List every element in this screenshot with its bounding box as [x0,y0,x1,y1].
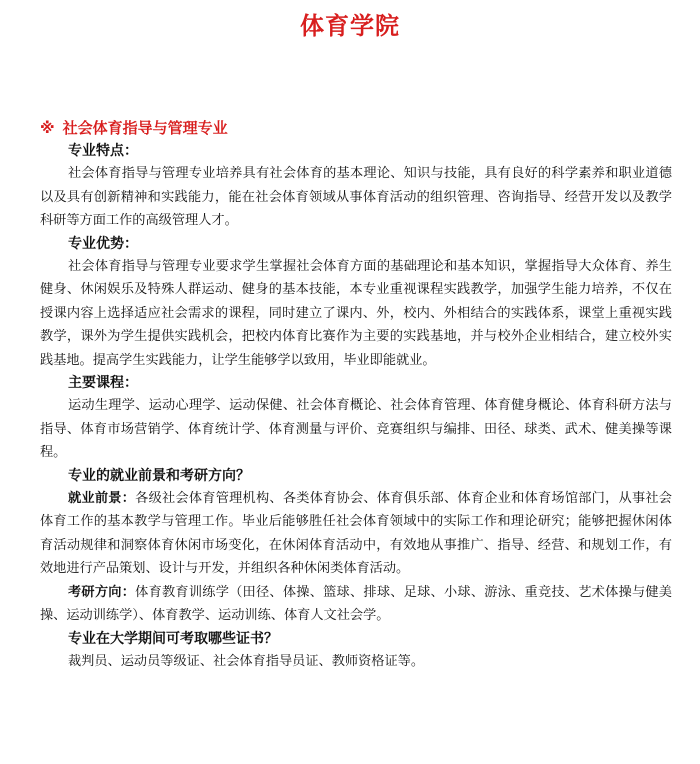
courses-heading: 主要课程： [68,375,138,391]
section-title: 社会体育指导与管理专业 [62,119,228,137]
certificates-heading: 专业在大学期间可考取哪些证书？ [68,630,278,647]
section-heading [40,116,672,140]
features-heading: 专业特点： [68,143,138,159]
page-title: 体育学院 [300,12,400,40]
certificates-paragraph: 裁判员、运动员等级证、社会体育指导员证、教师资格证等。 [68,653,425,669]
graduate-paragraph [40,581,672,628]
features-paragraph: 社会体育指导与管理专业培养具有社会体育的基本理论、知识与技能，具有良好的科学素养和职业道德以及具有创新精神和实践能力，能在社会体育领域从事体育活动的组织管理、咨询指导、经营开发以及教学科研等方面工作的高级管理人才。 [40,166,672,228]
courses-paragraph: 运动生理学、运动心理学、运动保健、社会体育概论、社会体育管理、体育健身概论、体育科研方法与指导、体育市场营销学、体育统计学、体育测量与评价、竞赛组织与编排、田径、球类、武术、健美操等课程。 [40,398,672,460]
employment-text: 各级社会体育管理机构、各类体育协会、体育俱乐部、体育企业和体育场馆部门，从事社会体育工作的基本教学与管理工作。毕业后能够胜任社会体育领域中的实际工作和理论研究；能够把握休闲体育活动规律和洞察体育休闲市场变化，在休闲体育活动中，有效地从事推广、指导、经营、和规划工作，有效地进行产品策划、设计与开发，并组织各种休闲类体育活动。 [40,490,672,576]
prospects-heading: 专业的就业前景和考研方向？ [68,467,250,484]
employment-label: 就业前景： [68,490,136,506]
reference-mark-icon: ※ [40,119,55,137]
advantages-heading: 专业优势： [68,235,138,252]
graduate-text: 体育教育训练学（田径、体操、篮球、排球、足球、小球、游泳、重竞技、艺术体操与健美操、运动训练学）、体育教学、运动训练、体育人文社会学。 [40,584,672,623]
graduate-label: 考研方向： [68,584,136,600]
employment-paragraph [40,487,672,581]
advantages-paragraph: 社会体育指导与管理专业要求学生掌握社会体育方面的基础理论和基本知识，掌握指导大众体育、养生健身、休闲娱乐及特殊人群运动、健身的基本技能，本专业重视课程实践教学，加强学生能力培养，不仅在授课内容上选择适应社会需求的课程，同时建立了课内、外，校内、外相结合的实践体系，课堂上重视实践教学，课外为学生提供实践机会，把校内体育比赛作为主要的实践基地，并与校外企业相结合，建立校外实践基地。提高学生实践能力，让学生能够学以致用，毕业即能就业。 [40,258,672,368]
document-content [40,116,672,673]
